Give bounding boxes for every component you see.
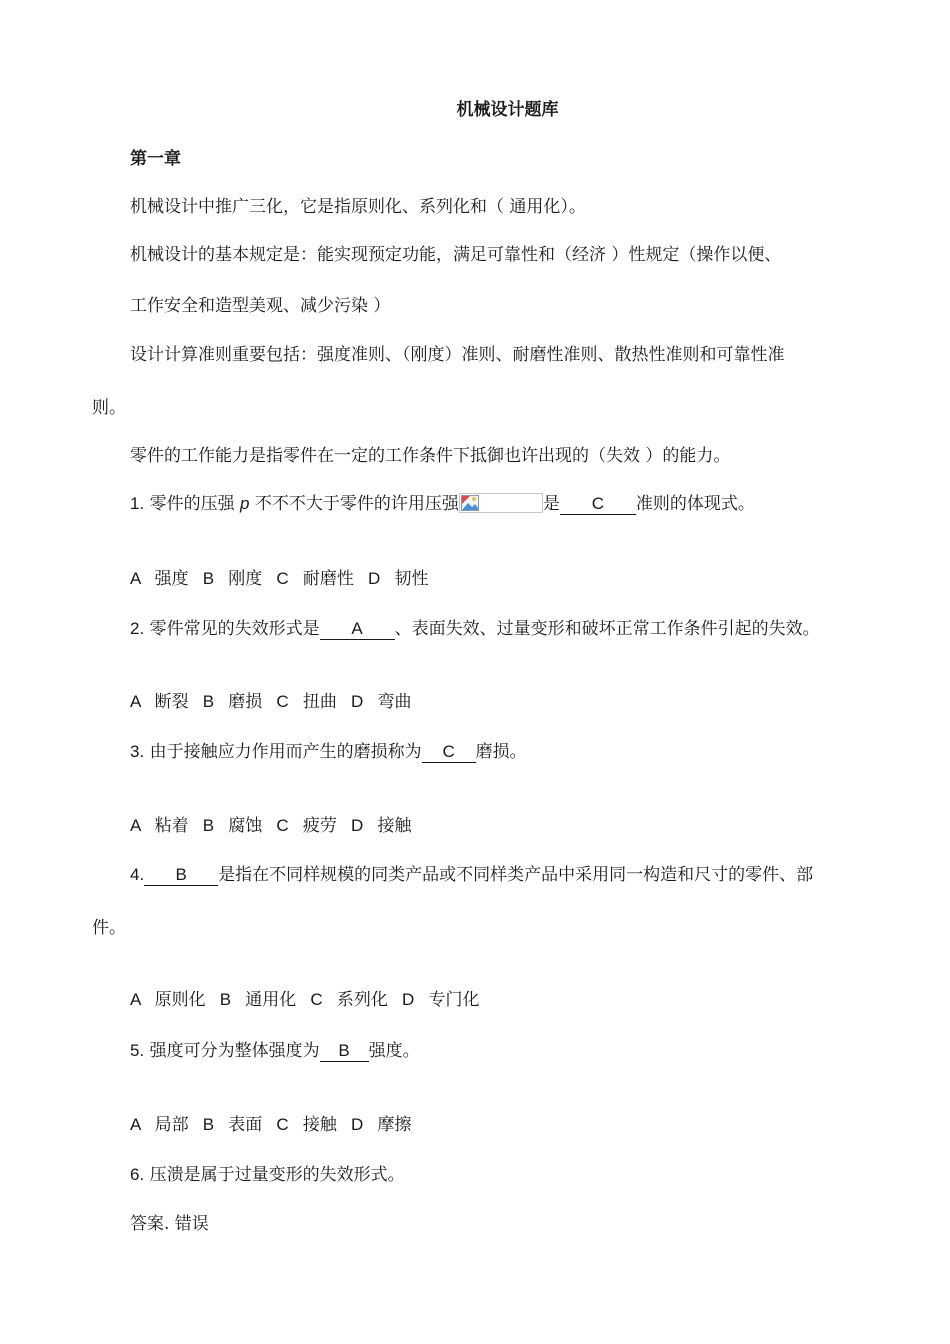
question-6-answer: 答案. 错误 bbox=[130, 1214, 209, 1234]
question-3-options: A 粘着 B 腐蚀 C 疲劳 D 接触 bbox=[130, 816, 412, 835]
question-text: 是 bbox=[542, 494, 560, 514]
question-text: 是指在不同样规模的同类产品或不同样类产品中采用同一构造和尺寸的零件、部 bbox=[218, 865, 814, 885]
question-number: 2. bbox=[130, 619, 145, 638]
answer-blank: A bbox=[320, 619, 395, 640]
question-5-options: A 局部 B 表面 C 接触 D 摩擦 bbox=[130, 1115, 412, 1134]
paragraph-design-criteria-line1: 设计计算准则重要包括：强度准则、（刚度）准则、耐磨性准则、散热性准则和可靠性准 bbox=[130, 345, 785, 365]
question-number: 6. bbox=[130, 1165, 145, 1184]
chapter-heading: 第一章 bbox=[130, 149, 181, 169]
paragraph-working-capacity: 零件的工作能力是指零件在一定的工作条件下抵御也许出现的（失效 ）的能力。 bbox=[130, 446, 731, 466]
question-4-options: A 原则化 B 通用化 C 系列化 D 专门化 bbox=[130, 990, 480, 1009]
question-text: 准则的体现式。 bbox=[635, 494, 755, 514]
question-number: 1. bbox=[130, 494, 145, 513]
question-text: 零件的压强 bbox=[144, 494, 235, 514]
question-number: 5. bbox=[130, 1041, 145, 1060]
answer-blank: C bbox=[422, 742, 476, 763]
question-text: 、表面失效、过量变形和破坏正常工作条件引起的失效。 bbox=[394, 619, 820, 639]
question-text: 零件常见的失效形式是 bbox=[144, 619, 320, 639]
broken-image-icon bbox=[461, 495, 479, 511]
question-number: 4. bbox=[130, 865, 145, 884]
paragraph-three-standardizations: 机械设计中推广三化，它是指原则化、系列化和（ 通用化）。 bbox=[130, 197, 586, 217]
paragraph-basic-requirements-line1: 机械设计的基本规定是：能实现预定功能，满足可靠性和（经济 ）性规定（操作以便、 bbox=[130, 245, 782, 265]
question-text: 压溃是属于过量变形的失效形式。 bbox=[144, 1165, 405, 1185]
paragraph-design-criteria-line2: 则。 bbox=[92, 398, 126, 418]
formula-image-placeholder bbox=[459, 493, 543, 513]
paragraph-basic-requirements-line2: 工作安全和造型美观、减少污染 ） bbox=[130, 296, 391, 316]
question-4-line1 bbox=[130, 863, 813, 887]
question-1-options: A 强度 B 刚度 C 耐磨性 D 韧性 bbox=[130, 569, 429, 588]
question-3 bbox=[130, 740, 527, 764]
answer-blank: B bbox=[144, 865, 218, 886]
question-text: 由于接触应力作用而产生的磨损称为 bbox=[144, 742, 422, 762]
question-5 bbox=[130, 1039, 420, 1063]
question-4-line2: 件。 bbox=[92, 918, 126, 938]
question-1 bbox=[130, 492, 755, 516]
answer-blank: C bbox=[560, 494, 636, 515]
question-text: 磨损。 bbox=[475, 742, 527, 762]
question-number: 3. bbox=[130, 742, 145, 761]
answer-blank: B bbox=[320, 1041, 369, 1062]
document-title: 机械设计题库 bbox=[456, 100, 559, 120]
question-2 bbox=[130, 617, 820, 641]
question-text: 强度。 bbox=[368, 1041, 420, 1061]
question-text: 强度可分为整体强度为 bbox=[144, 1041, 320, 1061]
question-6 bbox=[130, 1163, 405, 1187]
variable-p: p bbox=[240, 494, 250, 513]
question-2-options: A 断裂 B 磨损 C 扭曲 D 弯曲 bbox=[130, 692, 412, 711]
question-text: 不不不大于零件的许用压强 bbox=[254, 494, 459, 514]
